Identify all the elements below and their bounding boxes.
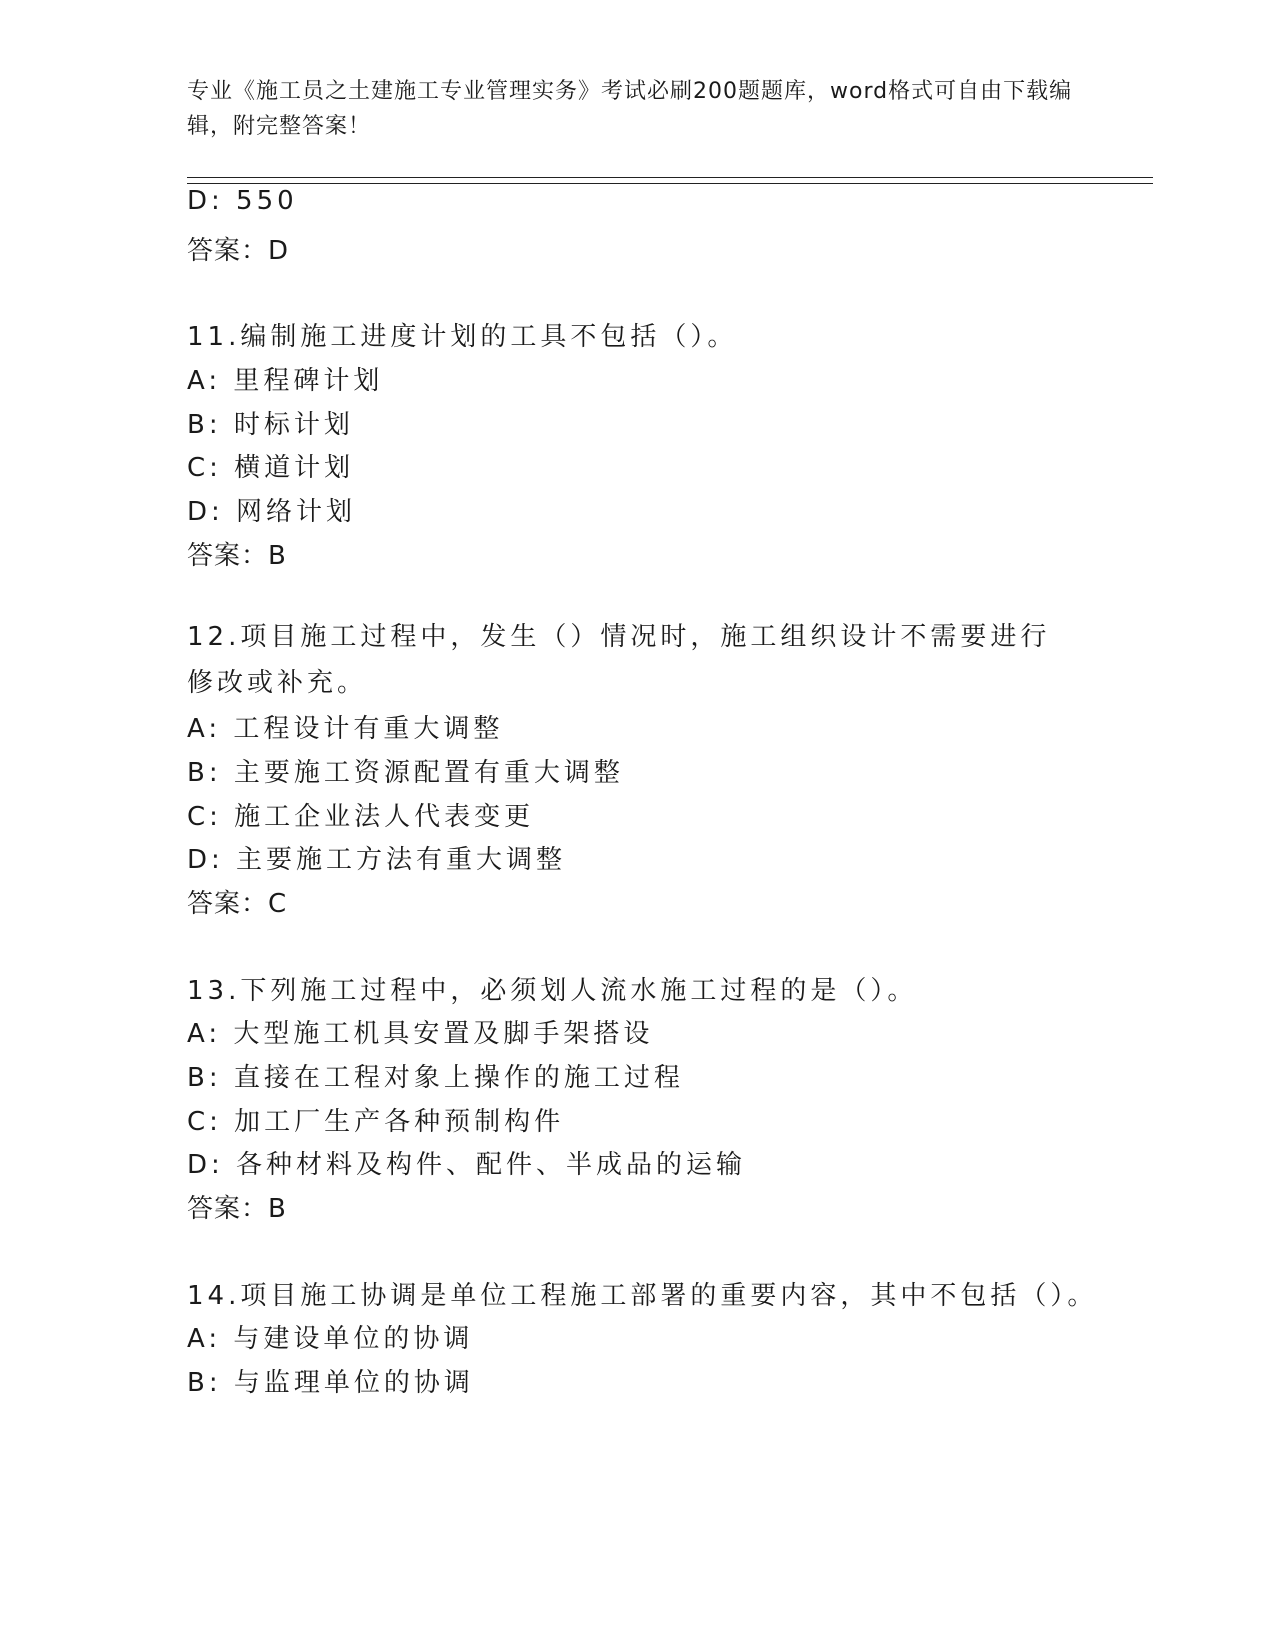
page-header: 专业《施工员之土建施工专业管理实务》考试必刷200题题库，word格式可自由下载编辑，附完整答案！ [187, 79, 1073, 139]
question-stem: 11.编制施工进度计划的工具不包括（）。 [187, 322, 738, 352]
option-a: A: 与建设单位的协调 [187, 1324, 474, 1354]
question-stem: 14.项目施工协调是单位工程施工部署的重要内容，其中不包括（）。 [187, 1281, 1098, 1311]
option-b: B: 直接在工程对象上操作的施工过程 [187, 1063, 684, 1093]
option-c: C: 横道计划 [187, 453, 355, 483]
option-d: D: 主要施工方法有重大调整 [187, 845, 567, 875]
answer: 答案：B [187, 541, 287, 571]
option-d: D: 550 [187, 186, 298, 216]
option-d: D: 各种材料及构件、配件、半成品的运输 [187, 1150, 747, 1180]
option-b: B: 与监理单位的协调 [187, 1368, 474, 1398]
header-divider-top [187, 177, 1153, 178]
answer: 答案：B [187, 1194, 287, 1224]
option-a: A: 工程设计有重大调整 [187, 714, 504, 744]
question-stem: 13.下列施工过程中，必须划人流水施工过程的是（）。 [187, 976, 918, 1006]
option-a: A: 里程碑计划 [187, 366, 384, 396]
option-a: A: 大型施工机具安置及脚手架搭设 [187, 1019, 654, 1049]
option-d: D: 网络计划 [187, 497, 357, 527]
option-c: C: 施工企业法人代表变更 [187, 802, 535, 832]
answer: 答案：C [187, 889, 288, 919]
option-b: B: 主要施工资源配置有重大调整 [187, 758, 624, 788]
question-stem: 12.项目施工过程中，发生（）情况时，施工组织设计不需要进行修改或补充。 [187, 622, 1051, 698]
option-b: B: 时标计划 [187, 410, 354, 440]
option-c: C: 加工厂生产各种预制构件 [187, 1107, 565, 1137]
answer: 答案：D [187, 236, 290, 266]
header-divider-bottom [187, 183, 1153, 184]
